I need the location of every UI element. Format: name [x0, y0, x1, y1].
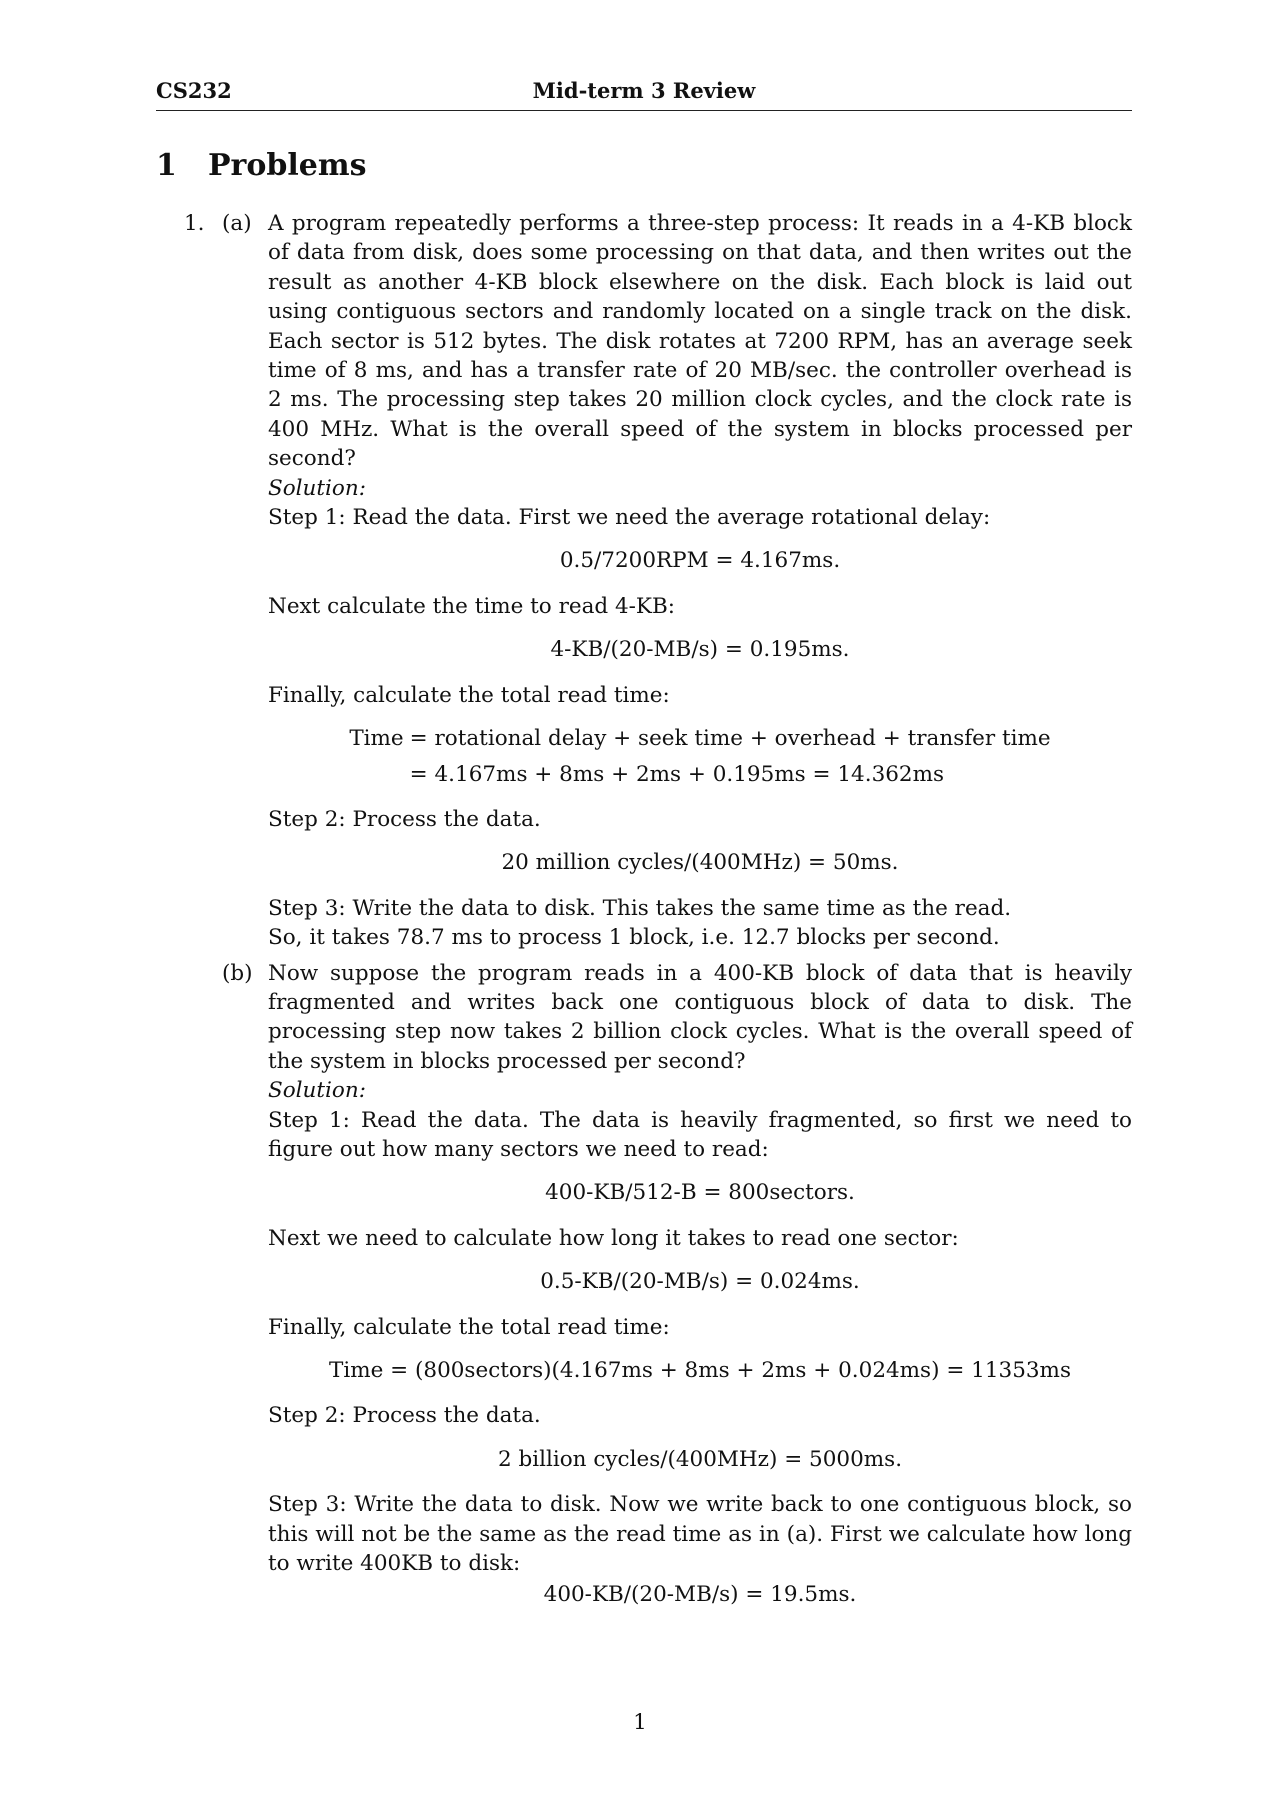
part-a-label: (a)	[222, 211, 252, 236]
part-b-eq-sector-read: 0.5-KB/(20-MB/s) = 0.024ms.	[540, 1269, 860, 1295]
problem-part-a	[156, 209, 1132, 953]
part-a-next: Next calculate the time to read 4-KB:	[268, 593, 676, 619]
part-a-eq-process: 20 million cycles/(400MHz) = 50ms.	[501, 850, 899, 876]
part-b-next: Next we need to calculate how long it takes to read one sector:	[268, 1225, 959, 1251]
page-number: 1	[633, 1710, 647, 1735]
part-a-solution-label: Solution:	[268, 475, 366, 501]
part-b-label: (b)	[222, 960, 253, 986]
part-a-eq-total-read	[268, 724, 1132, 789]
section-heading	[156, 148, 366, 183]
eq-time-rhs-2: = 4.167ms + 8ms + 2ms + 0.195ms = 14.362ms	[409, 761, 945, 787]
part-a-step2: Step 2: Process the data.	[268, 806, 541, 832]
part-a-step1: Step 1: Read the data. First we need the average rotational delay:	[268, 505, 991, 531]
part-b-eq-write: 400-KB/(20-MB/s) = 19.5ms.	[543, 1582, 857, 1608]
eq-time-lhs: Time	[349, 726, 404, 752]
part-b-eq-process: 2 billion cycles/(400MHz) = 5000ms.	[497, 1446, 903, 1472]
part-a-step3: Step 3: Write the data to disk. This takes the same time as the read.	[268, 895, 1012, 921]
part-b-finally: Finally, calculate the total read time:	[268, 1314, 670, 1340]
part-b-eq-sectors: 400-KB/512-B = 800sectors.	[545, 1180, 855, 1206]
section-title: Problems	[208, 148, 367, 183]
course-code: CS232	[156, 78, 232, 103]
part-b-step2: Step 2: Process the data.	[268, 1403, 541, 1429]
part-b-eq-total-read: Time = (800sectors)(4.167ms + 8ms + 2ms + 0.024ms) = 11353ms	[329, 1358, 1071, 1383]
part-a-eq-transfer: 4-KB/(20-MB/s) = 0.195ms.	[550, 637, 850, 663]
page-header	[156, 78, 1132, 111]
part-b-step3: Step 3: Write the data to disk. Now we write back to one contiguous block, so this will not be the same as the read time as in (a). First we calculate how long to write 400KB to disk:	[268, 1492, 1132, 1577]
eq-time-rhs-1: = rotational delay + seek time + overhead + transfer time	[409, 726, 1051, 752]
part-a-conclusion: So, it takes 78.7 ms to process 1 block, i.e. 12.7 blocks per second.	[268, 925, 1000, 951]
part-a-finally: Finally, calculate the total read time:	[268, 682, 670, 708]
document-title: Mid-term 3 Review	[532, 78, 756, 103]
part-a-question: A program repeatedly performs a three-step process: It reads in a 4-KB block of data from disk, does some processing on that data, and then writes out the result as another 4-KB block elsewhere on the disk. Each block is laid out using contiguous sectors and randomly located on a single track on the disk. Each sector is 512 bytes. The disk rotates at 7200 RPM, has an average seek time of 8 ms, and has a transfer rate of 20 MB/sec. the controller overhead is 2 ms. The processing step takes 20 million clock cycles, and the clock rate is 400 MHz. What is the overall speed of the system in blocks processed per second?	[268, 211, 1132, 472]
problem-number: 1.	[184, 211, 205, 236]
part-b-step1: Step 1: Read the data. The data is heavily fragmented, so first we need to figure out how many sectors we need to read:	[268, 1107, 1132, 1162]
part-a-eq-rotational-delay: 0.5/7200RPM = 4.167ms.	[559, 548, 841, 574]
section-number: 1	[156, 148, 177, 183]
problem-content	[156, 209, 1132, 1610]
problem-part-b	[156, 959, 1132, 1610]
part-b-question: Now suppose the program reads in a 400-KB block of data that is heavily fragmented and writes back one contiguous block of data to disk. The processing step now takes 2 billion clock cycles. What is the overall speed of the system in blocks processed per second?	[268, 960, 1132, 1074]
part-b-solution-label: Solution:	[268, 1078, 366, 1104]
